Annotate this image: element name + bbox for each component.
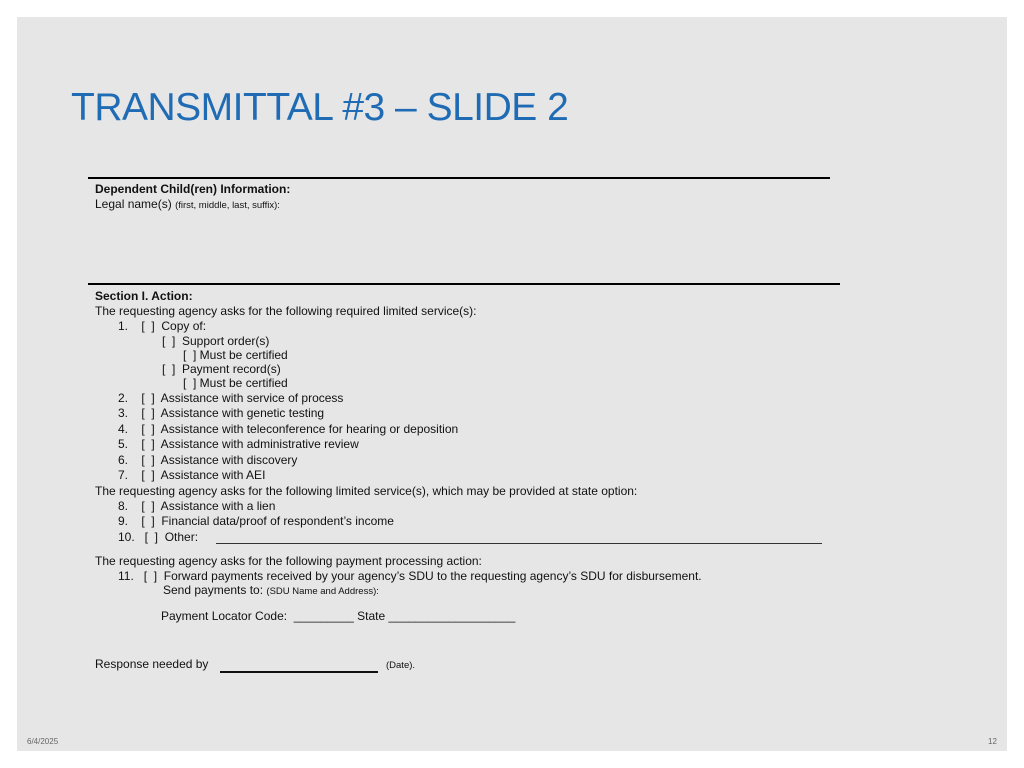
required-intro: The requesting agency asks for the following required limited service(s): xyxy=(95,304,477,318)
divider-top xyxy=(88,177,830,179)
item-9: 9. [ ] Financial data/proof of respondent’s income xyxy=(118,514,394,528)
item-1b-certified: [ ] Must be certified xyxy=(183,376,288,390)
response-hint: (Date). xyxy=(386,660,416,671)
section1-heading: Section I. Action: xyxy=(95,289,193,303)
item-1: 1. [ ] Copy of: xyxy=(118,319,207,333)
send-payments-line xyxy=(163,583,379,599)
payment-locator: Payment Locator Code: _________ State ___________________ xyxy=(161,609,516,623)
item-6: 6. [ ] Assistance with discovery xyxy=(118,453,298,467)
item-5: 5. [ ] Assistance with administrative review xyxy=(118,437,359,451)
item-7: 7. [ ] Assistance with AEI xyxy=(118,468,266,482)
item-4: 4. [ ] Assistance with teleconference for hearing or deposition xyxy=(118,422,459,436)
send-payments-label: Send payments to: xyxy=(163,583,264,597)
footer-date: 6/4/2025 xyxy=(27,737,59,746)
optional-intro: The requesting agency asks for the following limited service(s), which may be provided at state option: xyxy=(95,484,638,498)
item-8: 8. [ ] Assistance with a lien xyxy=(118,499,276,513)
response-date-line[interactable] xyxy=(220,671,378,673)
item-1a-certified: [ ] Must be certified xyxy=(183,348,288,362)
footer-page-number: 12 xyxy=(988,737,997,746)
response-label: Response needed by xyxy=(95,657,209,671)
legal-name-hint: (first, middle, last, suffix): xyxy=(175,200,280,211)
item-1a: [ ] Support order(s) xyxy=(162,334,270,348)
other-blank-line[interactable] xyxy=(216,543,822,544)
legal-name-line xyxy=(95,197,280,213)
item-1b: [ ] Payment record(s) xyxy=(162,362,281,376)
item-2: 2. [ ] Assistance with service of process xyxy=(118,391,344,405)
payment-intro: The requesting agency asks for the following payment processing action: xyxy=(95,554,482,568)
divider-section xyxy=(88,283,840,285)
item-11: 11. [ ] Forward payments received by your agency’s SDU to the requesting agency’s SDU for disbursement. xyxy=(118,569,702,583)
dependent-heading: Dependent Child(ren) Information: xyxy=(95,182,291,196)
legal-name-label: Legal name(s) xyxy=(95,197,172,211)
item-3: 3. [ ] Assistance with genetic testing xyxy=(118,406,325,420)
send-payments-hint: (SDU Name and Address): xyxy=(266,586,379,597)
item-10: 10. [ ] Other: xyxy=(118,530,199,544)
slide-title: TRANSMITTAL #3 – SLIDE 2 xyxy=(71,86,569,129)
